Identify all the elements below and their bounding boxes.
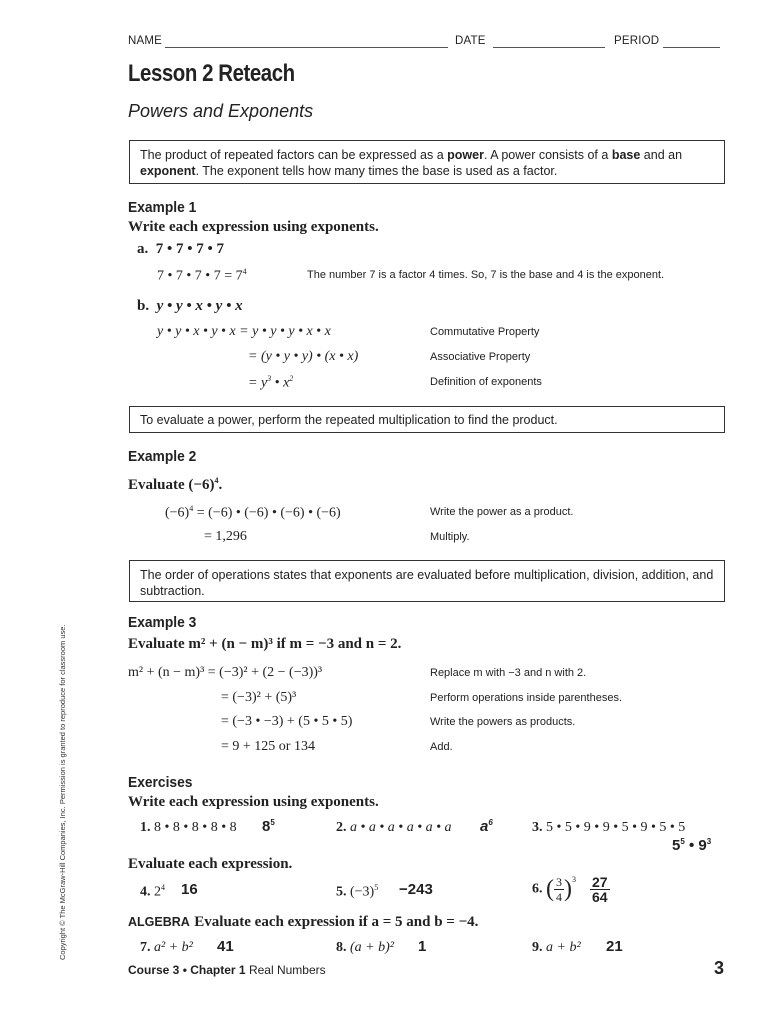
example3-note3: Write the powers as products. [430,716,576,728]
example1b-note3: Definition of exponents [430,376,542,388]
exercise-7-answer: 41 [217,938,234,955]
example3-line3: = (−3 • −3) + (5 • 5 • 5) [221,714,353,729]
lesson-subtitle: Powers and Exponents [128,101,314,121]
example3-instruction: Evaluate m² + (n − m)³ if m = −3 and n = 2. [128,636,402,652]
name-label: NAME [128,35,163,47]
exercise-9-answer: 21 [606,938,623,955]
example3-heading: Example 3 [128,614,197,631]
date-line [493,47,605,48]
example1a-note: The number 7 is a factor 4 times. So, 7 is the base and 4 is the exponent. [307,269,665,281]
example1a-problem: a. 7 • 7 • 7 • 7 [137,241,225,257]
name-line [165,47,448,48]
exercises-heading: Exercises [128,774,193,791]
example2-note2: Multiply. [430,531,470,543]
exercise-7: 7. a² + b² [140,940,193,955]
exercise-5-answer: −243 [399,881,433,898]
period-line [663,47,720,48]
example2-instruction: Evaluate $(-6)^4$. [128,476,223,493]
order-of-operations-box: The order of operations states that exponents are evaluated before multiplication, division, addition, and subtraction. [129,560,725,602]
example3-note1: Replace m with −3 and n with 2. [430,667,587,679]
evaluate-power-box: To evaluate a power, perform the repeated multiplication to find the product. [129,406,725,433]
page-number: 3 [714,958,725,978]
period-label: PERIOD [614,35,660,47]
example2-line1: $(-6)^4 = (-6)$ • (−6) • (−6) • (−6) [165,504,341,521]
exercises-instruction2: Evaluate each expression. [128,856,293,872]
definition-box: The product of repeated factors can be expressed as a power. A power consists of a base and an exponent. The exponent tells how many times the base is used as a factor. [129,140,725,184]
exercises-instruction1: Write each expression using exponents. [128,794,379,810]
lesson-title: Lesson 2 Reteach [128,60,295,87]
date-label: DATE [455,35,486,47]
example2-line2: = 1,296 [204,529,247,544]
example1-instruction: Write each expression using exponents. [128,219,379,235]
exercise-2-answer: $a^6$ [480,818,493,835]
algebra-instruction: ALGEBRA Evaluate each expression if a = 5 and b = −4. [128,914,479,930]
example1b-line3: = $y^3$ • $x^2$ [248,374,294,391]
exercise-2: 2. a • a • a • a • a • a [336,820,452,835]
example1b-line2: = (y • y • y) • (x • x) [248,349,359,364]
footer-course: Course 3 • Chapter 1 Real Numbers [128,963,326,977]
exercise-5: 5. $(-3)^5$ [336,883,379,900]
exercise-8: 8. (a + b)² [336,940,394,955]
example1b-note2: Associative Property [430,351,531,363]
example1a-work: 7 • 7 • 7 • $7 = 7^4$ [157,267,247,284]
example1b-line1: y • y • x • y • x = y • y • y • x • x [157,324,331,339]
example2-heading: Example 2 [128,448,197,465]
exercise-1-answer: $8^5$ [262,818,275,835]
example3-note4: Add. [430,741,453,753]
example1-heading: Example 1 [128,199,197,216]
example2-note1: Write the power as a product. [430,506,574,518]
example3-line2: = (−3)² + (5)³ [221,690,297,705]
exercise-3: 3. 5 • 5 • 9 • 9 • 5 • 9 • 5 • 5 [532,820,686,835]
exercise-1: 1. 8 • 8 • 8 • 8 • 8 [140,820,237,835]
example3-note2: Perform operations inside parentheses. [430,692,622,704]
exercise-8-answer: 1 [418,938,427,955]
example3-line4: = 9 + 125 or 134 [221,739,315,754]
example1b-note1: Commutative Property [430,326,540,338]
exercise-6: 6. ( $\frac{3}{4}$ )$^3$ [532,875,576,904]
example3-line1: m² + (n − m)³ = (−3)² + (2 − (−3))³ [128,665,323,680]
exercise-4: 4. $2^4$ [140,883,165,900]
exercise-9: 9. a + b² [532,940,581,955]
exercise-4-answer: 16 [181,881,198,898]
example1b-problem: b. y • y • x • y • x [137,298,243,314]
exercise-3-answer: $5^5$ • $9^3$ [672,837,712,854]
copyright-notice: Copyright © The McGraw-Hill Companies, Inc. Permission is granted to reproduce for classroom use. [58,624,67,960]
exercise-6-answer: $\frac{27}{64}$ [592,874,608,905]
